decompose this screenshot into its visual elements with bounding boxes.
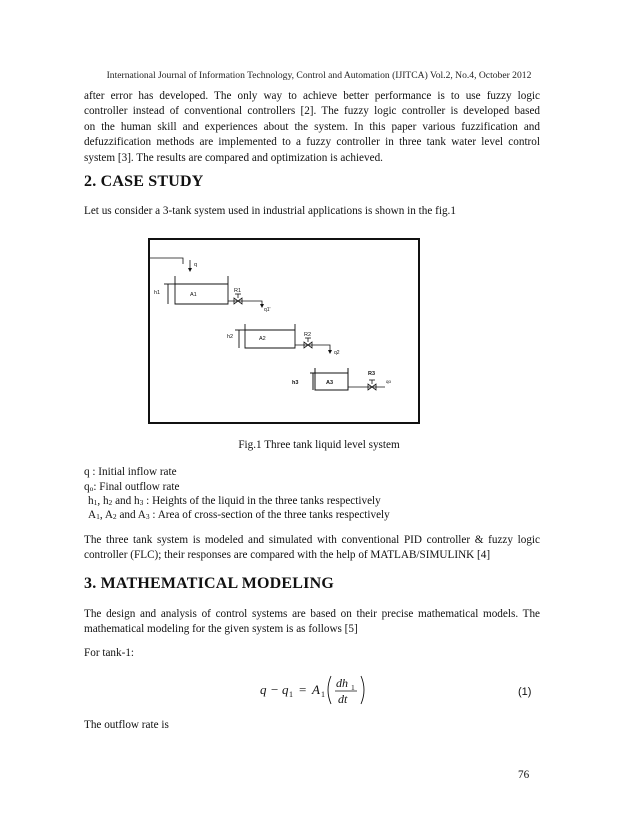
running-header: International Journal of Information Technology, Control and Automation (IJITCA) Vol.2, No.4, October 2012 <box>106 70 532 81</box>
eq-right-paren <box>361 676 364 704</box>
definition-q: q : Initial inflow rate <box>84 466 177 478</box>
eq-equals: = <box>299 682 307 697</box>
pipe-1-2 <box>228 301 262 306</box>
equation-1 <box>260 670 390 714</box>
eq-numerator-sub: 1 <box>351 683 355 692</box>
eq-q: q <box>260 682 267 697</box>
label-h1: h1 <box>154 290 161 296</box>
label-h3: h3 <box>292 380 299 386</box>
section-3-heading: 3. MATHEMATICAL MODELING <box>84 575 334 592</box>
label-a2: A2 <box>259 336 266 342</box>
tank-1-label: For tank-1: <box>84 647 135 659</box>
definition-areas: $A_1$, $A_2$ and $A_3$ : Area of cross-section of the three tanks respectively <box>88 509 390 521</box>
page-number: 76 <box>518 769 530 781</box>
label-h2: h2 <box>227 334 234 340</box>
label-q1: q1' <box>264 307 271 313</box>
label-qo: qo <box>386 379 392 384</box>
label-r3: R3 <box>368 371 376 377</box>
eq-a: A <box>312 682 320 697</box>
equation-1-number: (1) <box>518 686 532 698</box>
modeling-line-1: The design and analysis of control systems are based on their precise mathematical models. The <box>84 608 540 620</box>
label-r1: R1 <box>234 288 242 294</box>
intro-line-5: system [3]. The results are compared and optimization is achieved. <box>84 151 383 164</box>
definition-qo: $q_o$: Final outflow rate <box>84 481 180 493</box>
label-r2: R2 <box>304 332 312 338</box>
intro-line-4: defuzzification methods are implemented to a fuzzy controller in three tank water level control <box>84 136 540 149</box>
tank-1-outline <box>175 276 228 304</box>
inflow-arrow-head <box>188 268 192 272</box>
outflow-text: The outflow rate is <box>84 719 169 731</box>
q2-arrow-head <box>328 350 332 354</box>
label-q: q <box>194 262 198 268</box>
simulation-line-1: The three tank system is modeled and simulated with conventional PID controller & fuzzy logic <box>84 534 540 546</box>
modeling-line-2: mathematical modeling for the given system is as follows [5] <box>84 623 358 636</box>
eq-denominator: dt <box>338 692 348 706</box>
label-q2: q2 <box>334 350 340 356</box>
three-tank-figure <box>148 238 420 424</box>
three-tank-diagram <box>150 240 418 422</box>
tank-3-outline <box>315 368 348 390</box>
equation-1-svg <box>260 670 390 710</box>
modeling-paragraph <box>84 607 540 638</box>
inflow-pipe <box>150 258 183 264</box>
eq-a-sub: 1 <box>321 690 325 699</box>
intro-line-1: after error has developed. The only way to achieve better performance is to use fuzzy logic <box>84 90 540 102</box>
eq-left-paren <box>328 676 331 704</box>
label-a3: A3 <box>326 380 334 386</box>
pipe-2-3 <box>295 345 330 350</box>
eq-q1-sub: 1 <box>289 690 293 699</box>
figure-1-caption: Fig.1 Three tank liquid level system <box>238 439 400 451</box>
eq-minus: − <box>271 682 279 697</box>
label-a1: A1 <box>190 292 197 298</box>
section-2-heading: 2. CASE STUDY <box>84 173 204 190</box>
definition-heights: $h_1$, $h_2$ and $h_3$ : Heights of the liquid in the three tanks respectively <box>88 495 381 507</box>
intro-line-3: on the human skill and experiences about the system. In this paper various fuzzification and <box>84 120 540 133</box>
eq-q1: q <box>282 682 289 697</box>
intro-line-2: controller instead of conventional controllers [2]. The fuzzy logic controller is developed based <box>84 105 540 118</box>
eq-numerator: dh <box>336 676 348 690</box>
section-2-intro: Let us consider a 3-tank system used in industrial applications is shown in the fig.1 <box>84 205 456 217</box>
simulation-line-2: controller (FLC); their responses are compared with the help of MATLAB/SIMULINK [4] <box>84 549 491 562</box>
intro-paragraph <box>84 89 540 166</box>
tank-2-outline <box>245 324 295 348</box>
simulation-paragraph <box>84 533 540 564</box>
